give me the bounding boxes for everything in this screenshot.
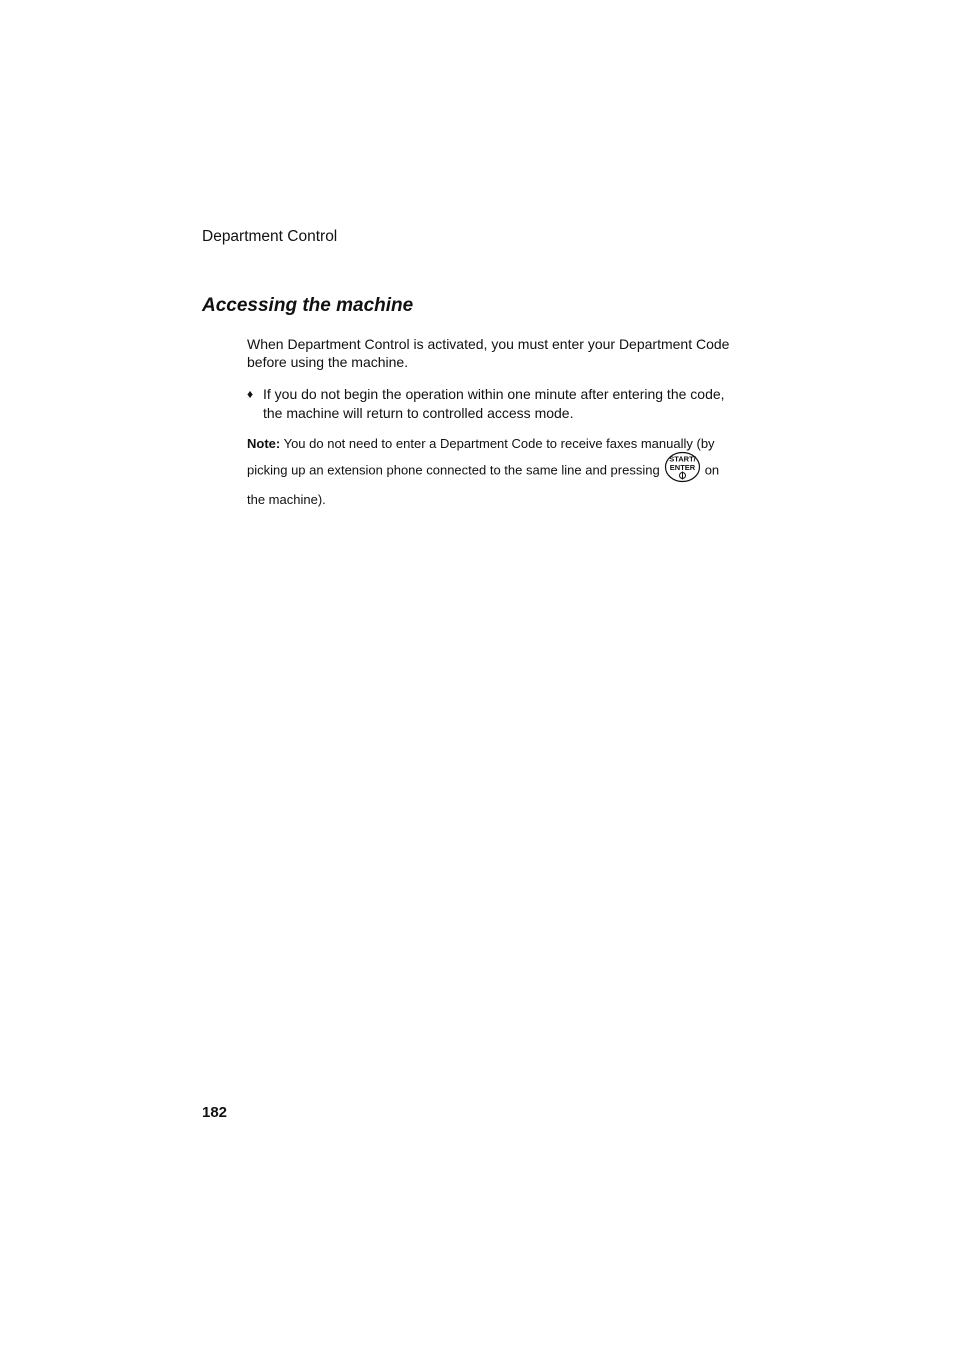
diamond-bullet-icon: ♦	[247, 387, 254, 401]
bullet-item	[247, 385, 747, 423]
note-text-2: picking up an extension phone connected to the same line and pressing	[247, 462, 660, 478]
bullet-text: If you do not begin the operation within one minute after entering the code, the machine will return to controlled access mode.	[263, 386, 725, 421]
note-text-2b: on	[704, 462, 720, 478]
key-label-bottom: ENTER	[669, 463, 695, 472]
note-line-1	[247, 435, 747, 452]
start-enter-key-icon	[664, 451, 701, 483]
note-text-1: You do not need to enter a Department Code to receive faxes manually (by	[280, 436, 715, 451]
page-number: 182	[202, 1104, 228, 1121]
section-title: Accessing the machine	[202, 295, 414, 316]
intro-paragraph: When Department Control is activated, you must enter your Department Code before using the machine.	[247, 336, 730, 370]
note-line-2	[247, 454, 747, 483]
note-label: Note:	[247, 436, 281, 451]
note-line-3: the machine).	[247, 492, 326, 507]
running-header: Department Control	[202, 228, 338, 245]
key-label-top: START/	[668, 454, 696, 464]
